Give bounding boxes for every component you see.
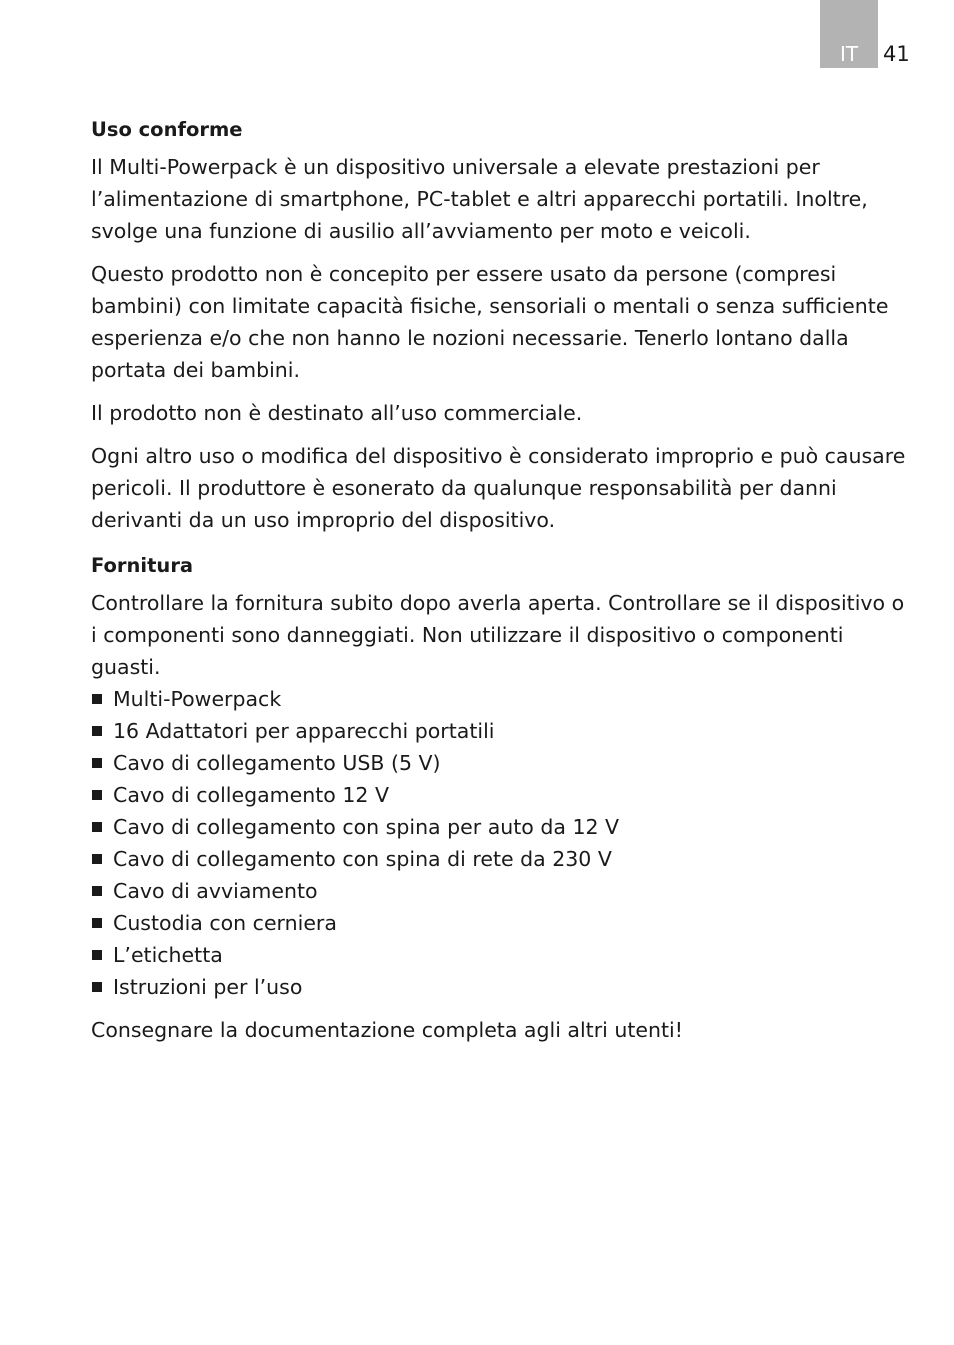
language-tab bbox=[820, 0, 878, 68]
section-heading-supply: Fornitura bbox=[91, 554, 194, 577]
paragraph: Il prodotto non è destinato all’uso commerciale. bbox=[91, 401, 583, 425]
square-bullet-icon bbox=[92, 950, 102, 960]
square-bullet-icon bbox=[92, 918, 102, 928]
list-item: 16 Adattatori per apparecchi portatili bbox=[91, 715, 911, 747]
language-label: IT bbox=[840, 42, 859, 66]
section-heading-intended-use: Uso conforme bbox=[91, 118, 243, 141]
section-supply bbox=[91, 553, 911, 1046]
square-bullet-icon bbox=[92, 822, 102, 832]
list-item: Istruzioni per l’uso bbox=[91, 971, 911, 1003]
page-content bbox=[91, 117, 911, 1057]
square-bullet-icon bbox=[92, 694, 102, 704]
paragraph: Il Multi-Powerpack è un dispositivo universale a elevate prestazioni per l’alimentazione di smartphone, PC-tablet e altri apparecchi portatili. Inoltre, svolge una funzione di ausilio all’avviamento per moto e veicoli. bbox=[91, 155, 868, 243]
list-item: Cavo di avviamento bbox=[91, 875, 911, 907]
square-bullet-icon bbox=[92, 726, 102, 736]
square-bullet-icon bbox=[92, 854, 102, 864]
list-item: Multi-Powerpack bbox=[91, 683, 911, 715]
list-item: L’etichetta bbox=[91, 939, 911, 971]
paragraph: Questo prodotto non è concepito per essere usato da persone (compresi bambini) con limitate capacità fisiche, sensoriali o mentali o senza sufficiente esperienza e/o che non hanno le nozioni necessarie. Tenerlo lontano dalla portata dei bambini. bbox=[91, 262, 889, 382]
square-bullet-icon bbox=[92, 886, 102, 896]
list-item: Cavo di collegamento con spina per auto da 12 V bbox=[91, 811, 911, 843]
closing-note: Consegnare la documentazione completa agli altri utenti! bbox=[91, 1018, 683, 1042]
supply-intro: Controllare la fornitura subito dopo averla aperta. Controllare se il dispositivo o i componenti sono danneggiati. Non utilizzare il dispositivo o componenti guasti. bbox=[91, 591, 905, 679]
paragraph: Ogni altro uso o modifica del dispositivo è considerato improprio e può causare pericoli. Il produttore è esonerato da qualunque responsabilità per danni derivanti da un uso improprio del dispositivo. bbox=[91, 444, 906, 532]
square-bullet-icon bbox=[92, 790, 102, 800]
square-bullet-icon bbox=[92, 982, 102, 992]
list-item: Cavo di collegamento con spina di rete da 230 V bbox=[91, 843, 911, 875]
list-item: Cavo di collegamento 12 V bbox=[91, 779, 911, 811]
list-item: Cavo di collegamento USB (5 V) bbox=[91, 747, 911, 779]
page-number: 41 bbox=[883, 42, 910, 66]
square-bullet-icon bbox=[92, 758, 102, 768]
supply-list bbox=[91, 683, 911, 1003]
list-item: Custodia con cerniera bbox=[91, 907, 911, 939]
section-intended-use bbox=[91, 117, 911, 536]
